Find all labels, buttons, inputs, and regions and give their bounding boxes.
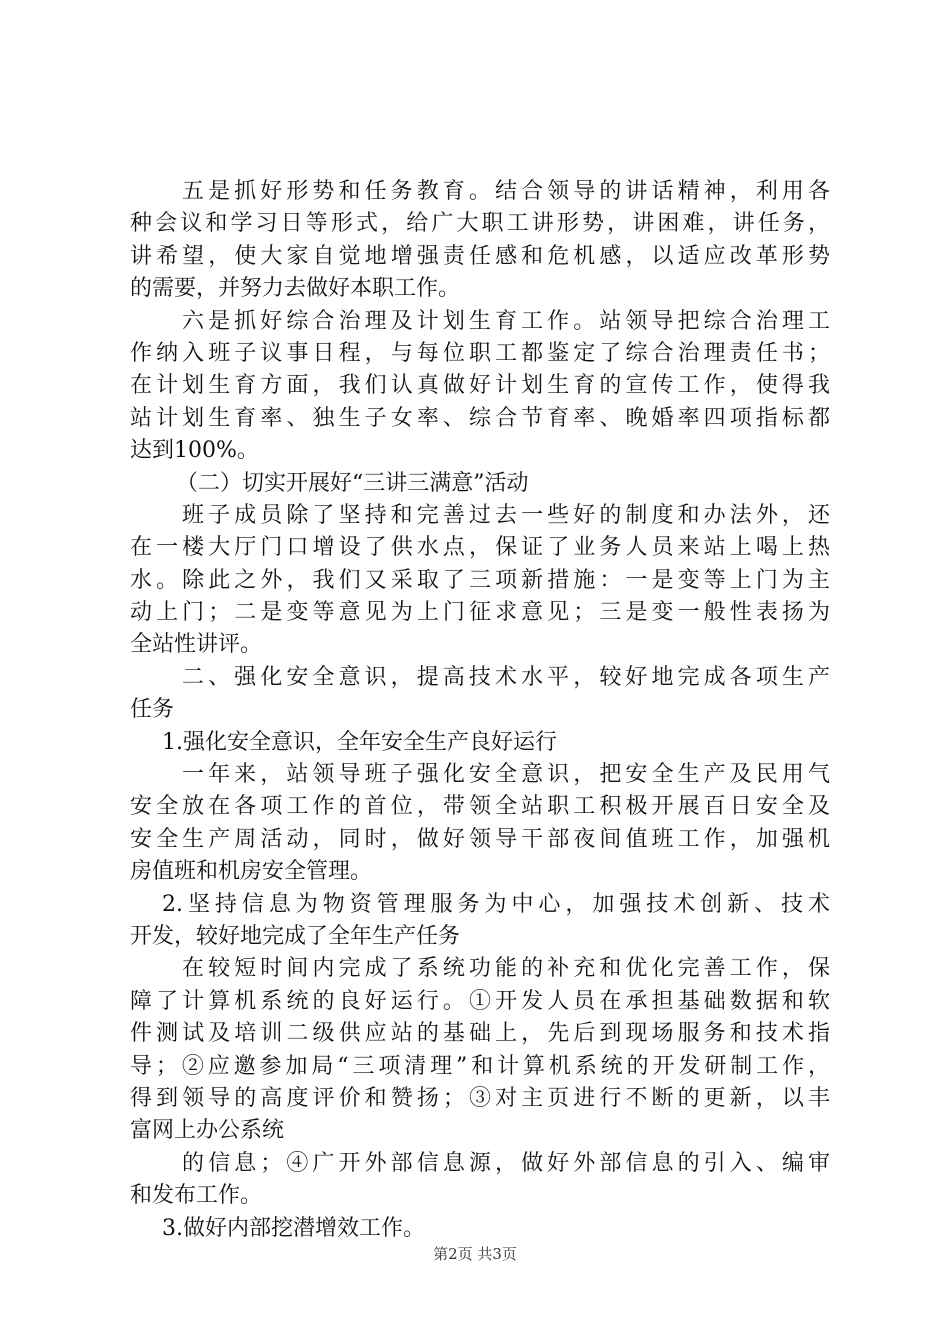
paragraph-line: 和发布工作。 [130, 1183, 263, 1209]
paragraph-line: 五是抓好形势和任务教育。结合领导的讲话精神，利用各 [182, 179, 830, 204]
paragraph-line: 安全生产周活动，同时，做好领导干部夜间值班工作，加强机 [130, 826, 830, 852]
paragraph-line: 达到100%。 [130, 438, 259, 464]
paragraph-line: 的需要，并努力去做好本职工作。 [130, 276, 461, 302]
section-heading: 二、强化安全意识，提高技术水平，较好地完成各项生产 [182, 664, 830, 690]
paragraph-line: 全站性讲评。 [130, 632, 263, 658]
paragraph-line: 安全放在各项工作的首位，带领全站职工积极开展百日安全及 [130, 794, 830, 820]
paragraph-line: 站计划生育率、独生子女率、综合节育率、晚婚率四项指标都 [130, 405, 830, 431]
paragraph-line: 在较短时间内完成了系统功能的补充和优化完善工作，保 [182, 956, 830, 982]
subsection-heading: 开发，较好地完成了全年生产任务 [130, 923, 461, 949]
paragraph-line: 富网上办公系统 [130, 1118, 285, 1144]
subsection-heading: 1.强化安全意识，全年安全生产良好运行 [162, 729, 557, 755]
paragraph-line: 讲希望，使大家自觉地增强责任感和危机感，以适应改革形势 [130, 243, 830, 269]
paragraph-line: 种会议和学习日等形式，给广大职工讲形势，讲困难，讲任务， [130, 211, 830, 237]
document-body [130, 176, 830, 1245]
paragraph-line: 水。除此之外，我们又采取了三项新措施：一是变等上门为主 [130, 567, 830, 593]
subsection-heading: 3.做好内部挖潜增效工作。 [162, 1215, 425, 1241]
paragraph-line: 的信息；④广开外部信息源，做好外部信息的引入、编审 [182, 1150, 830, 1176]
paragraph-line: 六是抓好综合治理及计划生育工作。站领导把综合治理工 [182, 308, 830, 334]
paragraph-line: 在计划生育方面，我们认真做好计划生育的宣传工作，使得我 [130, 373, 830, 399]
paragraph-line: 房值班和机房安全管理。 [130, 859, 373, 885]
paragraph-line: 导；②应邀参加局“三项清理”和计算机系统的开发研制工作， [130, 1053, 830, 1079]
section-heading: 任务 [130, 697, 175, 723]
paragraph-line: 动上门；二是变等意见为上门征求意见；三是变一般性表扬为 [130, 600, 830, 626]
paragraph-line: 在一楼大厅门口增设了供水点，保证了业务人员来站上喝上热 [130, 535, 830, 561]
subsection-heading: 2.坚持信息为物资管理服务为中心，加强技术创新、技术 [162, 891, 830, 917]
paragraph-line: 一年来，站领导班子强化安全意识，把安全生产及民用气 [182, 762, 830, 788]
paragraph-line: 障了计算机系统的良好运行。①开发人员在承担基础数据和软 [130, 988, 830, 1014]
paragraph-line: 作纳入班子议事日程，与每位职工都鉴定了综合治理责任书； [130, 340, 830, 366]
section-heading: （二）切实开展好“三讲三满意”活动 [176, 470, 529, 496]
paragraph-line: 班子成员除了坚持和完善过去一些好的制度和办法外，还 [182, 502, 830, 528]
paragraph-line: 得到领导的高度评价和赞扬；③对主页进行不断的更新，以丰 [130, 1085, 830, 1111]
page-footer: 第2页 共3页 [433, 1245, 517, 1263]
paragraph-line: 件测试及培训二级供应站的基础上，先后到现场服务和技术指 [130, 1021, 830, 1047]
